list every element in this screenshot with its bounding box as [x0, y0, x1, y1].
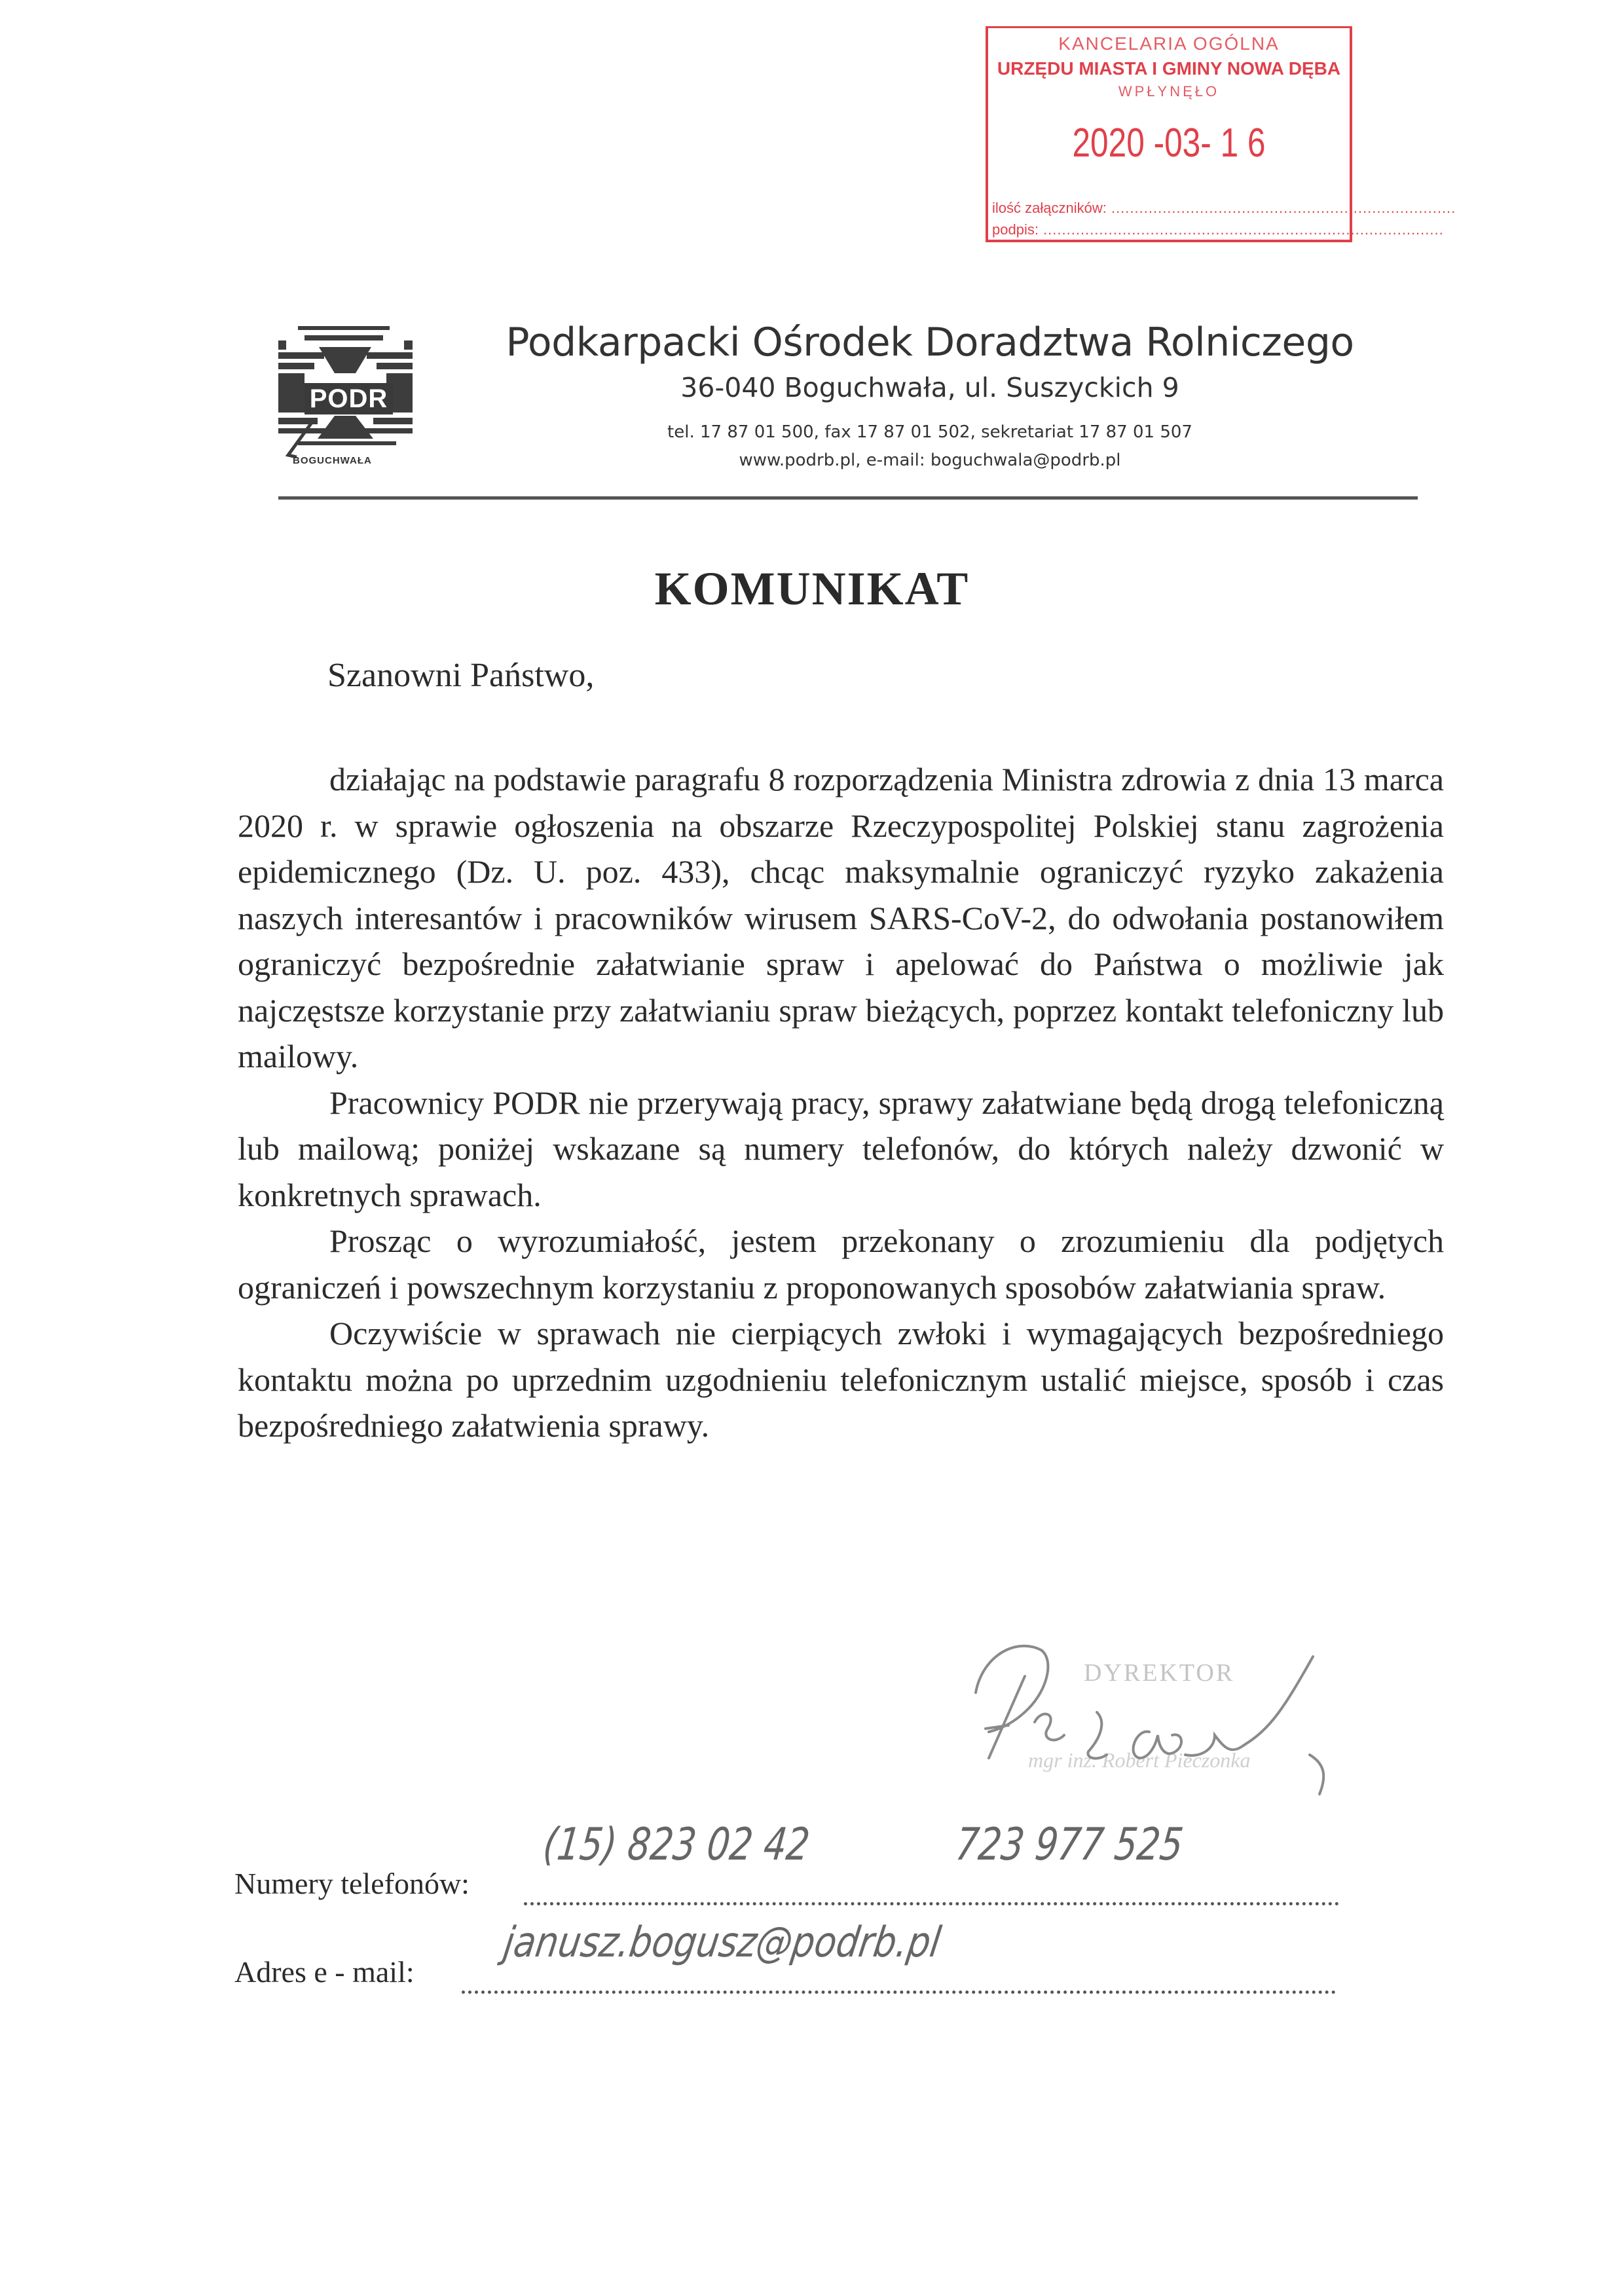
email-field-line: [462, 1991, 1336, 1994]
logo-abbr: PODR: [304, 383, 393, 414]
organization-name: Podkarpacki Ośrodek Doradztwa Rolniczego: [506, 320, 1354, 365]
paragraph: Pracownicy PODR nie przerywają pracy, sprawy załatwiane będą drogą telefoniczną lub mailową; poniżej wskazane są numery telefonów, do których należy dzwonić w konkretnych sprawach.: [238, 1084, 1444, 1213]
incoming-stamp: [986, 26, 1456, 242]
letterhead-divider: [278, 496, 1418, 500]
podr-logo: [278, 321, 413, 471]
organization-web-email: www.podrb.pl, e-mail: boguchwala@podrb.pl: [739, 450, 1121, 470]
phone-numbers-field-line: [524, 1902, 1339, 1905]
organization-phones: tel. 17 87 01 500, fax 17 87 01 502, sekretariat 17 87 01 507: [667, 422, 1192, 442]
stamp-signature-label: podpis:: [992, 221, 1039, 238]
stamp-signature-field: podpis: ......................................................................................: [992, 221, 1444, 238]
stamp-office: KANCELARIA OGÓLNA: [1058, 33, 1280, 54]
document-title: KOMUNIKAT: [654, 562, 970, 615]
letter-body: [238, 756, 1444, 1449]
phone-number-2: 723 977 525: [953, 1819, 1186, 1871]
signature-stamp-name: mgr inż. Robert Pieczonka: [1028, 1748, 1251, 1772]
stamp-attachments-label: ilość załączników:: [992, 200, 1107, 216]
paragraph: działając na podstawie paragrafu 8 rozporządzenia Ministra zdrowia z dnia 13 marca 2020 r. w sprawie ogłoszenia na obszarze Rzeczypospolitej Polskiej stanu zagrożenia epidemicznego (Dz. U. poz. 433), chcąc maksymalnie ograniczyć ryzyko zakażenia naszych interesantów i pracowników wirusem SARS-CoV-2, do odwołania postanowiłem ograniczyć bezpośrednie załatwianie spraw i apelować do Państwa o możliwie jak najczęstsze korzystanie przy załatwianiu spraw bieżących, poprzez kontakt telefoniczny lub mailowy.: [238, 761, 1444, 1074]
logo-city: BOGUCHWAŁA: [293, 455, 372, 466]
paragraph: Oczywiście w sprawach nie cierpiących zwłoki i wymagających bezpośredniego kontaktu można po uprzednim uzgodnieniu telefonicznym ustalić miejsce, sposób i czas bezpośredniego załatwienia sprawy.: [238, 1315, 1444, 1444]
stamp-attachments-field: ilość załączników: ..........................................................................: [992, 200, 1456, 216]
phone-number-1: (15) 823 02 42: [540, 1819, 813, 1871]
phone-numbers-label: Numery telefonów:: [234, 1867, 470, 1900]
director-signature-block: [917, 1598, 1375, 1807]
stamp-date: 2020 -03- 1 6: [1072, 120, 1266, 166]
email-address: janusz.bogusz@podrb.pl: [500, 1919, 944, 1967]
signature-stamp-title: DYREKTOR: [1084, 1659, 1235, 1687]
handwritten-signature-icon: [917, 1598, 1375, 1807]
greeting: Szanowni Państwo,: [327, 657, 595, 694]
organization-address: 36-040 Boguchwała, ul. Suszyckich 9: [680, 372, 1179, 403]
stamp-authority: URZĘDU MIASTA I GMINY NOWA DĘBA: [997, 58, 1341, 79]
paragraph: Prosząc o wyrozumiałość, jestem przekonany o zrozumieniu dla podjętych ograniczeń i powszechnym korzystaniu z proponowanych sposobów załatwiania spraw.: [238, 1222, 1444, 1306]
email-label: Adres e - mail:: [234, 1955, 415, 1989]
stamp-received: WPŁYNĘŁO: [1118, 83, 1220, 100]
